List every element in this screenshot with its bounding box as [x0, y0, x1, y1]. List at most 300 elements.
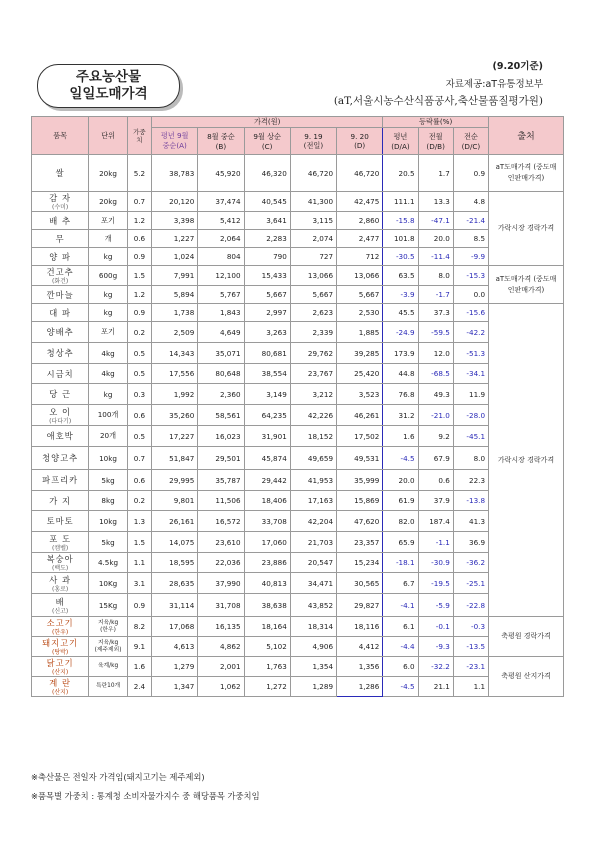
- table-row: [32, 155, 564, 192]
- unit-cell: [89, 447, 128, 470]
- price-cell: 3,115: [290, 212, 336, 230]
- price-cell: 64,235: [244, 405, 290, 426]
- col-rate-line2: (D/A): [391, 141, 410, 151]
- price-cell: 790: [244, 248, 290, 266]
- rate-cell: 37.9: [418, 491, 453, 511]
- price-cell: 3,263: [244, 322, 290, 343]
- price-cell: 49,659: [290, 447, 336, 470]
- rate-cell: 111.1: [383, 192, 418, 212]
- rate-cell: 65.9: [383, 532, 418, 553]
- price-cell: 35,071: [198, 343, 244, 364]
- price-cell: 29,501: [198, 447, 244, 470]
- price-cell: 46,320: [244, 155, 290, 192]
- source-cell: 가락시장 경락가격: [489, 192, 564, 266]
- item-cell: [32, 470, 89, 491]
- item-cell: [32, 573, 89, 594]
- col-price-line1: 8월 중순: [207, 131, 235, 141]
- item-variety: (수미): [51, 204, 69, 211]
- price-cell: 45,920: [198, 155, 244, 192]
- item-name: 쌀: [55, 168, 65, 178]
- price-cell: 2,477: [337, 230, 383, 248]
- unit: 포기: [101, 327, 115, 336]
- price-cell: 2,509: [152, 322, 198, 343]
- footnote-1: ※축산물은 전일자 가격임(돼지고기는 제주제외): [31, 772, 205, 782]
- weight-cell: 0.3: [127, 384, 151, 405]
- unit: kg: [103, 389, 113, 399]
- rate-cell: -4.4: [383, 637, 418, 657]
- price-cell: 1,272: [244, 677, 290, 697]
- rate-cell: 8.0: [418, 266, 453, 286]
- price-cell: 11,506: [198, 491, 244, 511]
- weight-cell: 1.6: [127, 657, 151, 677]
- rate-cell: -68.5: [418, 364, 453, 384]
- item-variety: (한우): [51, 629, 69, 636]
- rate-cell: 37.3: [418, 304, 453, 322]
- item-cell: [32, 532, 89, 553]
- price-cell: 38,554: [244, 364, 290, 384]
- unit-cell: [89, 266, 128, 286]
- price-cell: 1,354: [290, 657, 336, 677]
- unit: 10kg: [99, 516, 117, 526]
- rate-cell: 6.0: [383, 657, 418, 677]
- unit-cell: [89, 594, 128, 617]
- item-cell: [32, 637, 89, 657]
- col-price-line2: 중순(A): [162, 141, 187, 150]
- source-cell: aT도매가격 (중도매인판매가격): [489, 266, 564, 304]
- weight-cell: 0.2: [127, 491, 151, 511]
- price-cell: 46,261: [337, 405, 383, 426]
- rate-cell: 49.3: [418, 384, 453, 405]
- item-name: 소고기: [46, 618, 74, 628]
- data-provider: 자료제공:aT유통정보부: [445, 79, 543, 90]
- item-cell: [32, 405, 89, 426]
- item-cell: [32, 594, 89, 617]
- item-cell: [32, 230, 89, 248]
- item-variety: (홍로): [51, 585, 69, 593]
- price-cell: 14,075: [152, 532, 198, 553]
- price-cell: 42,226: [290, 405, 336, 426]
- rate-cell: -42.2: [453, 322, 488, 343]
- rate-cell: -4.5: [383, 677, 418, 697]
- price-cell: 3,398: [152, 212, 198, 230]
- price-cell: 23,357: [337, 532, 383, 553]
- rate-cell: -19.5: [418, 573, 453, 594]
- rate-cell: -30.9: [418, 553, 453, 573]
- item-cell: [32, 426, 89, 447]
- rate-cell: 1.1: [453, 677, 488, 697]
- source-cell: aT도매가격 (중도매인판매가격): [489, 155, 564, 192]
- rate-cell: 63.5: [383, 266, 418, 286]
- price-cell: 3,523: [337, 384, 383, 405]
- item-variety: (산지): [51, 669, 69, 676]
- col-rate-line1: 전순: [463, 131, 478, 141]
- col-source: 출처: [489, 117, 564, 155]
- unit: 지육/kg: [97, 619, 119, 626]
- data-sources: (aT,서울시농수산식품공사,축산물품질평가원): [333, 95, 543, 107]
- col-price-line1: 9월 상순: [253, 131, 281, 141]
- item-cell: [32, 322, 89, 343]
- price-cell: 42,475: [337, 192, 383, 212]
- unit-cell: [89, 364, 128, 384]
- item-name: 청양고추: [42, 453, 79, 463]
- weight-cell: 0.7: [127, 447, 151, 470]
- rate-cell: -3.9: [383, 286, 418, 304]
- rate-cell: 6.7: [383, 573, 418, 594]
- price-cell: 23,610: [198, 532, 244, 553]
- price-cell: 5,767: [198, 286, 244, 304]
- price-cell: 30,565: [337, 573, 383, 594]
- rate-cell: -51.3: [453, 343, 488, 364]
- rate-cell: 8.0: [453, 447, 488, 470]
- rate-cell: 173.9: [383, 343, 418, 364]
- price-cell: 51,847: [152, 447, 198, 470]
- unit-cell: [89, 426, 128, 447]
- rate-cell: 61.9: [383, 491, 418, 511]
- unit: 8kg: [101, 496, 115, 505]
- unit: 15Kg: [98, 600, 118, 610]
- price-cell: 49,531: [337, 447, 383, 470]
- price-cell: 1,227: [152, 230, 198, 248]
- col-rate-2: [453, 128, 488, 155]
- price-cell: 23,886: [244, 553, 290, 573]
- table-row: [32, 192, 564, 212]
- table-row: [32, 677, 564, 697]
- col-rate-0: [383, 128, 418, 155]
- col-price-line2: (전일): [303, 140, 324, 150]
- item-name: 건고추: [46, 267, 74, 277]
- item-name: 청상추: [46, 348, 74, 358]
- price-cell: 712: [337, 248, 383, 266]
- item-cell: [32, 248, 89, 266]
- unit-cell: [89, 553, 128, 573]
- rate-cell: -28.0: [453, 405, 488, 426]
- item-cell: [32, 617, 89, 637]
- table-row: [32, 532, 564, 553]
- price-cell: 2,997: [244, 304, 290, 322]
- price-cell: 16,135: [198, 617, 244, 637]
- col-price-4: [337, 128, 383, 155]
- rate-cell: -34.1: [453, 364, 488, 384]
- price-cell: 1,885: [337, 322, 383, 343]
- price-cell: 39,285: [337, 343, 383, 364]
- price-cell: 18,152: [290, 426, 336, 447]
- rate-cell: 20.0: [383, 470, 418, 491]
- rate-cell: -13.8: [453, 491, 488, 511]
- rate-cell: 187.4: [418, 511, 453, 532]
- unit: kg: [103, 290, 113, 299]
- base-date: (9.20기준): [492, 61, 543, 72]
- unit-cell: [89, 470, 128, 491]
- unit: 포기: [101, 215, 115, 225]
- rate-cell: -24.9: [383, 322, 418, 343]
- item-name: 당 근: [49, 389, 71, 399]
- item-cell: [32, 266, 89, 286]
- price-table: [31, 116, 564, 697]
- item-name: 대 파: [49, 307, 71, 318]
- price-cell: 16,572: [198, 511, 244, 532]
- item-name: 배: [55, 596, 65, 607]
- unit-note: (한우): [100, 626, 116, 633]
- weight-cell: 0.9: [127, 248, 151, 266]
- price-cell: 3,641: [244, 212, 290, 230]
- footnote-2: ※품목별 가중치 : 통계청 소비자물가지수 중 해당품목 가중치임: [31, 791, 260, 801]
- rate-cell: 4.8: [453, 192, 488, 212]
- rate-cell: 31.2: [383, 405, 418, 426]
- price-cell: 17,556: [152, 364, 198, 384]
- rate-cell: -15.6: [453, 304, 488, 322]
- col-item: 품목: [32, 117, 89, 155]
- item-name: 배 추: [49, 215, 71, 226]
- item-cell: [32, 212, 89, 230]
- weight-cell: 1.1: [127, 553, 151, 573]
- unit: 20개: [99, 431, 117, 440]
- price-cell: 1,356: [337, 657, 383, 677]
- item-name: 복숭아: [46, 554, 74, 564]
- price-cell: 7,991: [152, 266, 198, 286]
- unit-cell: [89, 212, 128, 230]
- item-cell: [32, 286, 89, 304]
- weight-cell: 0.7: [127, 192, 151, 212]
- unit-cell: [89, 248, 128, 266]
- col-rate-line1: 평년: [393, 131, 408, 141]
- unit: 20kg: [99, 197, 117, 206]
- col-price-3: [290, 128, 336, 155]
- rate-cell: 41.3: [453, 511, 488, 532]
- price-cell: 28,635: [152, 573, 198, 594]
- price-cell: 2,860: [337, 212, 383, 230]
- price-cell: 9,801: [152, 491, 198, 511]
- price-cell: 29,827: [337, 594, 383, 617]
- rate-cell: 1.6: [383, 426, 418, 447]
- unit: 10Kg: [98, 578, 118, 588]
- price-cell: 22,036: [198, 553, 244, 573]
- unit: 4.5kg: [97, 558, 119, 567]
- rate-cell: 20.5: [383, 155, 418, 192]
- price-cell: 31,901: [244, 426, 290, 447]
- unit-note: (제주제외): [94, 646, 122, 653]
- rate-cell: 45.5: [383, 304, 418, 322]
- table-row: [32, 657, 564, 677]
- rate-cell: 82.0: [383, 511, 418, 532]
- price-cell: 18,164: [244, 617, 290, 637]
- price-cell: 43,852: [290, 594, 336, 617]
- price-cell: 80,648: [198, 364, 244, 384]
- weight-cell: 8.2: [127, 617, 151, 637]
- unit-cell: [89, 322, 128, 343]
- price-cell: 26,161: [152, 511, 198, 532]
- item-name: 닭고기: [46, 658, 74, 668]
- col-rate-line2: (D/B): [426, 141, 445, 151]
- price-cell: 13,066: [337, 266, 383, 286]
- item-name: 애호박: [46, 431, 74, 441]
- item-variety: (산지): [51, 689, 69, 696]
- title-line-1: 주요농산물: [75, 69, 142, 85]
- rate-cell: 76.8: [383, 384, 418, 405]
- price-cell: 17,060: [244, 532, 290, 553]
- rate-cell: 20.0: [418, 230, 453, 248]
- weight-cell: 1.5: [127, 532, 151, 553]
- table-row: [32, 304, 564, 322]
- unit: 5kg: [101, 537, 115, 547]
- col-price-1: [198, 128, 244, 155]
- item-name: 사 과: [49, 574, 71, 585]
- table-row: [32, 364, 564, 384]
- item-name: 계 란: [49, 678, 71, 688]
- rate-cell: -45.1: [453, 426, 488, 447]
- item-name: 양 파: [49, 251, 71, 262]
- price-cell: 1,286: [337, 677, 383, 697]
- rate-cell: -0.3: [453, 617, 488, 637]
- price-cell: 17,163: [290, 491, 336, 511]
- item-cell: [32, 343, 89, 364]
- price-cell: 37,990: [198, 573, 244, 594]
- price-cell: 5,412: [198, 212, 244, 230]
- price-cell: 46,720: [337, 155, 383, 192]
- rate-cell: -1.1: [418, 532, 453, 553]
- source-cell: 가락시장 경락가격: [489, 304, 564, 617]
- rate-cell: -59.5: [418, 322, 453, 343]
- price-cell: 1,843: [198, 304, 244, 322]
- price-cell: 12,100: [198, 266, 244, 286]
- unit-cell: [89, 343, 128, 364]
- price-cell: 2,064: [198, 230, 244, 248]
- weight-cell: 0.6: [127, 230, 151, 248]
- unit: 지육/kg: [97, 639, 119, 646]
- price-cell: 18,116: [337, 617, 383, 637]
- price-cell: 4,906: [290, 637, 336, 657]
- price-cell: 18,314: [290, 617, 336, 637]
- col-price-0: [152, 128, 198, 155]
- price-cell: 35,999: [337, 470, 383, 491]
- unit: 4kg: [101, 348, 115, 358]
- rate-cell: 21.1: [418, 677, 453, 697]
- table-row: [32, 553, 564, 573]
- rate-cell: -0.1: [418, 617, 453, 637]
- item-variety: (캠벨): [51, 544, 69, 552]
- col-price-group: 가격(원): [152, 117, 383, 128]
- weight-cell: 1.3: [127, 511, 151, 532]
- col-unit: 단위: [89, 117, 128, 155]
- item-name: 감 자: [49, 193, 71, 203]
- unit: 특란10개: [95, 683, 121, 689]
- unit-cell: [89, 155, 128, 192]
- item-cell: [32, 447, 89, 470]
- price-cell: 1,279: [152, 657, 198, 677]
- item-name: 양배추: [46, 327, 74, 337]
- price-cell: 1,062: [198, 677, 244, 697]
- rate-cell: 36.9: [453, 532, 488, 553]
- weight-cell: 0.2: [127, 322, 151, 343]
- weight-cell: 9.1: [127, 637, 151, 657]
- col-rate-1: [418, 128, 453, 155]
- price-cell: 45,874: [244, 447, 290, 470]
- item-cell: [32, 155, 89, 192]
- table-row: [32, 637, 564, 657]
- table-row: [32, 343, 564, 364]
- col-rate-line1: 전월: [428, 131, 443, 141]
- price-cell: 13,066: [290, 266, 336, 286]
- rate-cell: 22.3: [453, 470, 488, 491]
- unit: 개: [104, 233, 112, 243]
- weight-cell: 0.9: [127, 594, 151, 617]
- col-price-line2: (D): [354, 141, 366, 150]
- unit-cell: [89, 511, 128, 532]
- price-cell: 46,720: [290, 155, 336, 192]
- price-cell: 25,420: [337, 364, 383, 384]
- weight-cell: 1.5: [127, 266, 151, 286]
- rate-cell: 11.9: [453, 384, 488, 405]
- unit: 4kg: [101, 369, 115, 378]
- rate-cell: 8.5: [453, 230, 488, 248]
- table-row: [32, 212, 564, 230]
- table-row: [32, 491, 564, 511]
- price-cell: 17,227: [152, 426, 198, 447]
- item-name: 포 도: [49, 533, 71, 544]
- item-variety: (화건): [51, 278, 69, 285]
- price-cell: 2,339: [290, 322, 336, 343]
- rate-cell: -36.2: [453, 553, 488, 573]
- rate-cell: -21.0: [418, 405, 453, 426]
- price-cell: 18,406: [244, 491, 290, 511]
- col-price-2: [244, 128, 290, 155]
- price-cell: 1,289: [290, 677, 336, 697]
- title-line-2: 일일도매가격: [69, 86, 148, 102]
- rate-cell: -9.9: [453, 248, 488, 266]
- price-cell: 1,738: [152, 304, 198, 322]
- item-name: 시금치: [46, 368, 74, 379]
- table-row: [32, 286, 564, 304]
- price-cell: 1,347: [152, 677, 198, 697]
- price-cell: 33,708: [244, 511, 290, 532]
- source-cell: 축평원 산지가격: [489, 657, 564, 697]
- table-row: [32, 426, 564, 447]
- table-row: [32, 511, 564, 532]
- price-cell: 23,767: [290, 364, 336, 384]
- weight-cell: 0.5: [127, 426, 151, 447]
- price-cell: 20,547: [290, 553, 336, 573]
- table-row: [32, 322, 564, 343]
- price-cell: 38,783: [152, 155, 198, 192]
- rate-cell: -15.3: [453, 266, 488, 286]
- unit: 20kg: [99, 168, 117, 178]
- item-name: 토마토: [46, 516, 74, 526]
- unit: kg: [103, 252, 113, 261]
- price-cell: 41,300: [290, 192, 336, 212]
- price-cell: 15,869: [337, 491, 383, 511]
- weight-cell: 0.6: [127, 470, 151, 491]
- price-cell: 18,595: [152, 553, 198, 573]
- price-cell: 4,862: [198, 637, 244, 657]
- price-cell: 2,623: [290, 304, 336, 322]
- table-row: [32, 405, 564, 426]
- rate-cell: -5.9: [418, 594, 453, 617]
- rate-cell: -9.3: [418, 637, 453, 657]
- rate-cell: 44.8: [383, 364, 418, 384]
- price-cell: 41,953: [290, 470, 336, 491]
- unit-cell: [89, 573, 128, 594]
- price-cell: 35,260: [152, 405, 198, 426]
- unit-cell: [89, 405, 128, 426]
- price-cell: 16,023: [198, 426, 244, 447]
- price-cell: 58,561: [198, 405, 244, 426]
- price-cell: 29,442: [244, 470, 290, 491]
- unit-cell: [89, 286, 128, 304]
- col-weight: 가중치: [127, 117, 151, 155]
- price-cell: 2,530: [337, 304, 383, 322]
- price-cell: 1,992: [152, 384, 198, 405]
- table-header: [32, 117, 564, 155]
- rate-cell: -13.5: [453, 637, 488, 657]
